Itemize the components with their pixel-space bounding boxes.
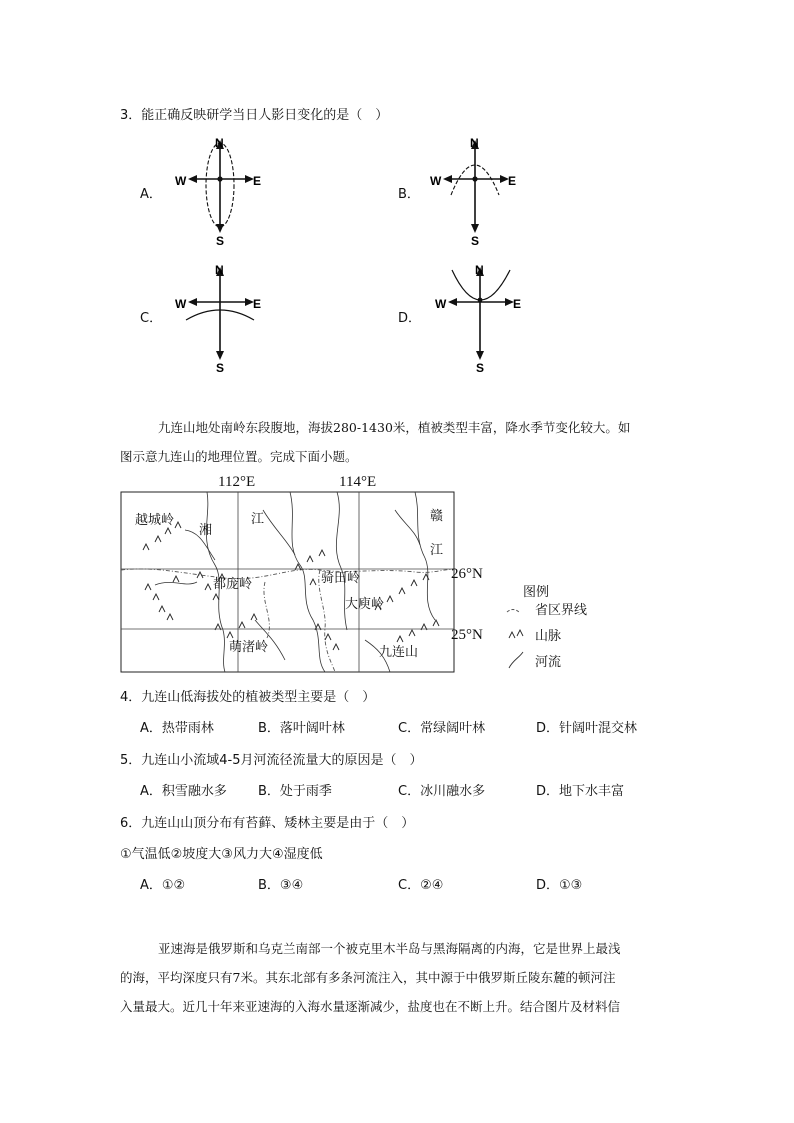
south-label: S — [216, 234, 225, 248]
gan-label: 赣 — [430, 509, 444, 524]
q6-option-a[interactable]: A．①② — [140, 878, 186, 893]
q6-option-b[interactable]: B．③④ — [258, 878, 304, 893]
lat-25-label: 25°N — [451, 627, 483, 643]
q3-diagram-c — [170, 262, 270, 377]
south-label: S — [476, 361, 485, 373]
yuechengling-label: 越城岭 — [135, 513, 175, 528]
q5-option-b[interactable]: B．处于雨季 — [258, 784, 332, 799]
q3-diagram-d — [430, 258, 530, 373]
boundary-legend-icon — [507, 610, 519, 613]
dayuling-label: 大庾岭 — [345, 597, 385, 612]
q3-option-d-label[interactable]: D． — [398, 311, 422, 326]
q4-stem: 4．九连山低海拔处的植被类型主要是（ ） — [120, 690, 376, 705]
q3-option-c-label[interactable]: C． — [140, 311, 163, 326]
q6-option-d[interactable]: D．①③ — [536, 878, 583, 893]
passage2-line1: 亚速海是俄罗斯和乌克兰南部一个被克里木半岛与黑海隔离的内海，它是世界上最浅 — [158, 941, 621, 956]
q3-stem: 3．能正确反映研学当日人影日变化的是（ ） — [120, 108, 389, 123]
q6-conditions: ①气温低②坡度大③风力大④湿度低 — [120, 847, 323, 862]
south-label: S — [471, 234, 480, 248]
passage1-line2: 图示意九连山的地理位置。完成下面小题。 — [120, 449, 358, 464]
dupangling-label: 都庞岭 — [213, 577, 253, 592]
jiulianshan-label: 九连山 — [379, 645, 419, 660]
passage2-line3: 入量最大。近几十年来亚速海的入海水量逐渐减少，盐度也在不断上升。结合图片及材料信 — [120, 999, 621, 1014]
q4-option-d[interactable]: D．针阔叶混交林 — [536, 721, 638, 736]
passage1-line1: 九连山地处南岭东段腹地，海拔280-1430米，植被类型丰富，降水季节变化较大。如 — [158, 420, 631, 435]
q3-option-a-label[interactable]: A． — [140, 187, 162, 202]
q6-stem: 6．九连山山顶分布有苔藓、矮林主要是由于（ ） — [120, 816, 415, 831]
lon-114-label: 114°E — [339, 474, 377, 490]
lat-26-label: 26°N — [451, 566, 483, 582]
east-label: E — [513, 297, 522, 311]
jiang-label: 江 — [251, 512, 265, 527]
north-label: N — [470, 136, 479, 150]
q4-option-a[interactable]: A．热带雨林 — [140, 721, 214, 736]
legend-river-label: 河流 — [535, 655, 562, 670]
south-label: S — [216, 361, 225, 375]
east-label: E — [253, 174, 262, 188]
legend-title: 图例 — [523, 585, 550, 600]
west-label: W — [430, 174, 442, 188]
east-label: E — [508, 174, 517, 188]
q5-option-d[interactable]: D．地下水丰富 — [536, 784, 625, 799]
legend-mountain-label: 山脉 — [535, 629, 562, 644]
north-label: N — [215, 263, 224, 277]
q3-option-b-label[interactable]: B． — [398, 187, 420, 202]
q5-stem: 5．九连山小流域4-5月河流径流量大的原因是（ ） — [120, 753, 423, 768]
gan-jiang-label: 江 — [430, 543, 444, 558]
mountain-legend-icon — [509, 630, 523, 638]
q4-option-c[interactable]: C．常绿阔叶林 — [398, 721, 486, 736]
river-legend-icon — [509, 652, 523, 668]
qitianling-label: 骑田岭 — [321, 571, 361, 586]
q5-option-c[interactable]: C．冰川融水多 — [398, 784, 486, 799]
legend-boundary-label: 省区界线 — [535, 603, 588, 618]
q4-option-b[interactable]: B．落叶阔叶林 — [258, 721, 345, 736]
west-label: W — [175, 174, 187, 188]
jiulianshan-location-map — [115, 470, 615, 680]
passage2-line2: 的海，平均深度只有7米。其东北部有多条河流注入，其中源于中俄罗斯丘陵东麓的顿河注 — [120, 970, 616, 985]
xiang-label: 湘 — [199, 523, 213, 538]
q6-option-c[interactable]: C．②④ — [398, 878, 444, 893]
q3-diagram-a — [170, 135, 270, 250]
north-label: N — [215, 136, 224, 150]
lon-112-label: 112°E — [218, 474, 256, 490]
mengzhuling-label: 萌渚岭 — [229, 640, 269, 655]
east-label: E — [253, 297, 262, 311]
north-label: N — [475, 263, 484, 277]
west-label: W — [435, 297, 447, 311]
q5-option-a[interactable]: A．积雪融水多 — [140, 784, 227, 799]
q3-diagram-b — [425, 135, 525, 250]
west-label: W — [175, 297, 187, 311]
